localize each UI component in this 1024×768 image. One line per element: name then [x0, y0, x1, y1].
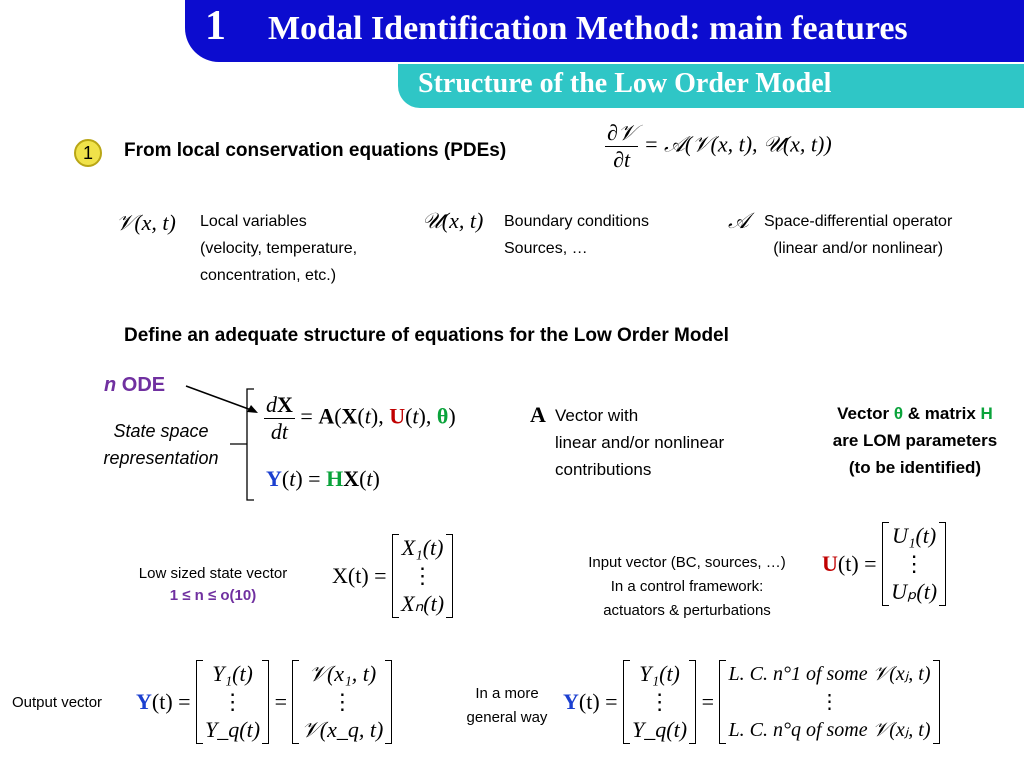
- u-symbol: 𝒰(x, t): [422, 208, 484, 233]
- section-number: 1: [205, 3, 226, 49]
- matrix-entry: U₁(t): [891, 523, 937, 548]
- u-description: [504, 208, 649, 262]
- input-vector-line: actuators & perturbations: [603, 602, 771, 619]
- eq-Y-symbol: Y: [266, 466, 282, 491]
- state-vector-range: 1 ≤ n ≤ o(10): [169, 587, 257, 604]
- lom-theta: θ: [893, 404, 904, 423]
- a-desc-line: Space-differential operator: [764, 213, 953, 230]
- input-vector-description: [565, 551, 809, 623]
- matrix-entry: Y₁(t): [212, 661, 253, 686]
- lom-H: H: [980, 404, 993, 423]
- bullet-text: From local conservation equations (PDEs): [124, 140, 507, 161]
- left-bracket: [247, 389, 254, 500]
- output-vector-equation: Y(t) = Y₁(t) ⋮ Y_q(t) = 𝒱(x₁, t) ⋮ 𝒱(x_q, t): [136, 660, 392, 744]
- output-equation: Y(t) = HX(t): [266, 466, 380, 491]
- general-way-label: [452, 682, 562, 730]
- matrix-dots: ⋮: [411, 563, 434, 588]
- matrix-entry: L. C. n°q of some 𝒱(xⱼ, t): [728, 719, 931, 741]
- matrix-entry: Y₁(t): [639, 661, 680, 686]
- output-lhs-rest: (t) =: [151, 689, 191, 714]
- matrix-entry: 𝒱(x₁, t): [308, 661, 377, 686]
- matrix-dots: ⋮: [221, 689, 244, 714]
- general-way-line: In a more: [475, 685, 539, 702]
- output-Y-symbol: Y: [136, 689, 152, 714]
- v-desc-line: concentration, etc.): [200, 267, 337, 284]
- input-vector-equation: [822, 522, 946, 606]
- pde-denominator: ∂t: [613, 147, 631, 172]
- matrix-entry: X₁(t): [401, 535, 444, 560]
- state-vector-lhs: X(t) =: [332, 563, 387, 588]
- output-vector-matrix: [196, 660, 269, 744]
- eq-H-symbol: H: [326, 466, 344, 491]
- matrix-entry: 𝒱(x_q, t): [301, 717, 384, 742]
- matrix-entry: Y_q(t): [205, 717, 261, 742]
- u-desc-line: Sources, …: [504, 240, 588, 257]
- general-Y-symbol: Y: [563, 689, 579, 714]
- state-equation: $\frac{dX}{dt}$ = A(X(t), U(t), θ): [266, 392, 456, 444]
- state-vector-matrix: [392, 534, 453, 618]
- eq-close-paren: ): [448, 403, 456, 429]
- u-desc-line: Boundary conditions: [504, 213, 649, 230]
- lom-line: are LOM parameters: [832, 431, 998, 450]
- general-lhs-rest: (t) =: [578, 689, 618, 714]
- general-output-matrix: [623, 660, 696, 744]
- n-ode-label: [104, 374, 165, 397]
- a-vector-symbol: A: [530, 402, 546, 427]
- pde-rhs: = 𝒜(𝒱(x, t), 𝒰(x, t)): [643, 131, 832, 157]
- a-description: [764, 208, 952, 262]
- lom-text: Vector: [837, 404, 894, 423]
- general-way-line: general way: [466, 709, 548, 726]
- n-symbol: n: [104, 374, 117, 396]
- a-vector-description: [555, 402, 724, 483]
- matrix-entry: Uₚ(t): [891, 579, 938, 604]
- linear-combination-matrix: [719, 660, 939, 744]
- input-vector-line: In a control framework:: [610, 578, 764, 595]
- pde-numerator: ∂𝒱: [607, 120, 637, 145]
- lom-text: & matrix: [903, 404, 981, 423]
- eq-theta-symbol: θ: [436, 403, 449, 429]
- v-desc-line: (velocity, temperature,: [200, 240, 358, 257]
- define-structure-text: Define an adequate structure of equations for the Low Order Model: [124, 325, 729, 346]
- v-symbol: 𝒱(x, t): [116, 210, 176, 235]
- matrix-dots: ⋮: [819, 691, 840, 713]
- v-description: [200, 208, 357, 289]
- v-desc-line: Local variables: [200, 213, 307, 230]
- input-vector-line: Input vector (BC, sources, …): [588, 554, 786, 571]
- input-U-symbol: U: [822, 551, 838, 576]
- matrix-dots: ⋮: [648, 689, 671, 714]
- a-vector-line: contributions: [555, 460, 652, 479]
- output-vector-label: Output vector: [12, 694, 103, 711]
- state-vector-text: Low sized state vector: [138, 565, 288, 582]
- lom-parameters-note: [810, 400, 1020, 481]
- lom-line: (to be identified): [848, 458, 982, 477]
- state-vector-equation: [332, 534, 453, 618]
- matrix-entry: Xₙ(t): [401, 591, 445, 616]
- output-sensor-matrix: [292, 660, 392, 744]
- a-operator-symbol: 𝒜: [728, 208, 749, 233]
- ode-arrow-line: [186, 386, 254, 411]
- matrix-dots: ⋮: [331, 689, 354, 714]
- matrix-entry: L. C. n°1 of some 𝒱(xⱼ, t): [728, 663, 931, 685]
- page-subtitle: Structure of the Low Order Model: [418, 68, 832, 99]
- page-title: Modal Identification Method: main features: [268, 10, 908, 47]
- ode-brace-arrow: [170, 375, 270, 505]
- dt-denominator: dt: [270, 419, 288, 444]
- dX-symbol: X: [277, 392, 293, 417]
- input-vector-matrix: [882, 522, 946, 606]
- input-lhs-rest: (t) =: [837, 551, 877, 576]
- state-space-line: representation: [103, 448, 219, 468]
- numbered-bullet-icon: 1: [74, 139, 102, 167]
- pde-equation: [605, 120, 832, 173]
- ode-text: ODE: [121, 374, 166, 396]
- matrix-dots: ⋮: [903, 551, 926, 576]
- state-space-line: State space: [113, 421, 209, 441]
- general-output-equation: Y(t) = Y₁(t) ⋮ Y_q(t) = L. C. n°1 of some 𝒱(xⱼ, t) ⋮ L. C. n°q of some 𝒱(xⱼ, t): [563, 660, 940, 744]
- matrix-entry: Y_q(t): [632, 717, 688, 742]
- a-desc-line: (linear and/or nonlinear): [773, 240, 944, 257]
- state-vector-label: [124, 563, 302, 607]
- a-vector-line: linear and/or nonlinear: [555, 433, 725, 452]
- eq-U-symbol: U: [389, 403, 406, 429]
- a-vector-line: Vector with: [555, 406, 639, 425]
